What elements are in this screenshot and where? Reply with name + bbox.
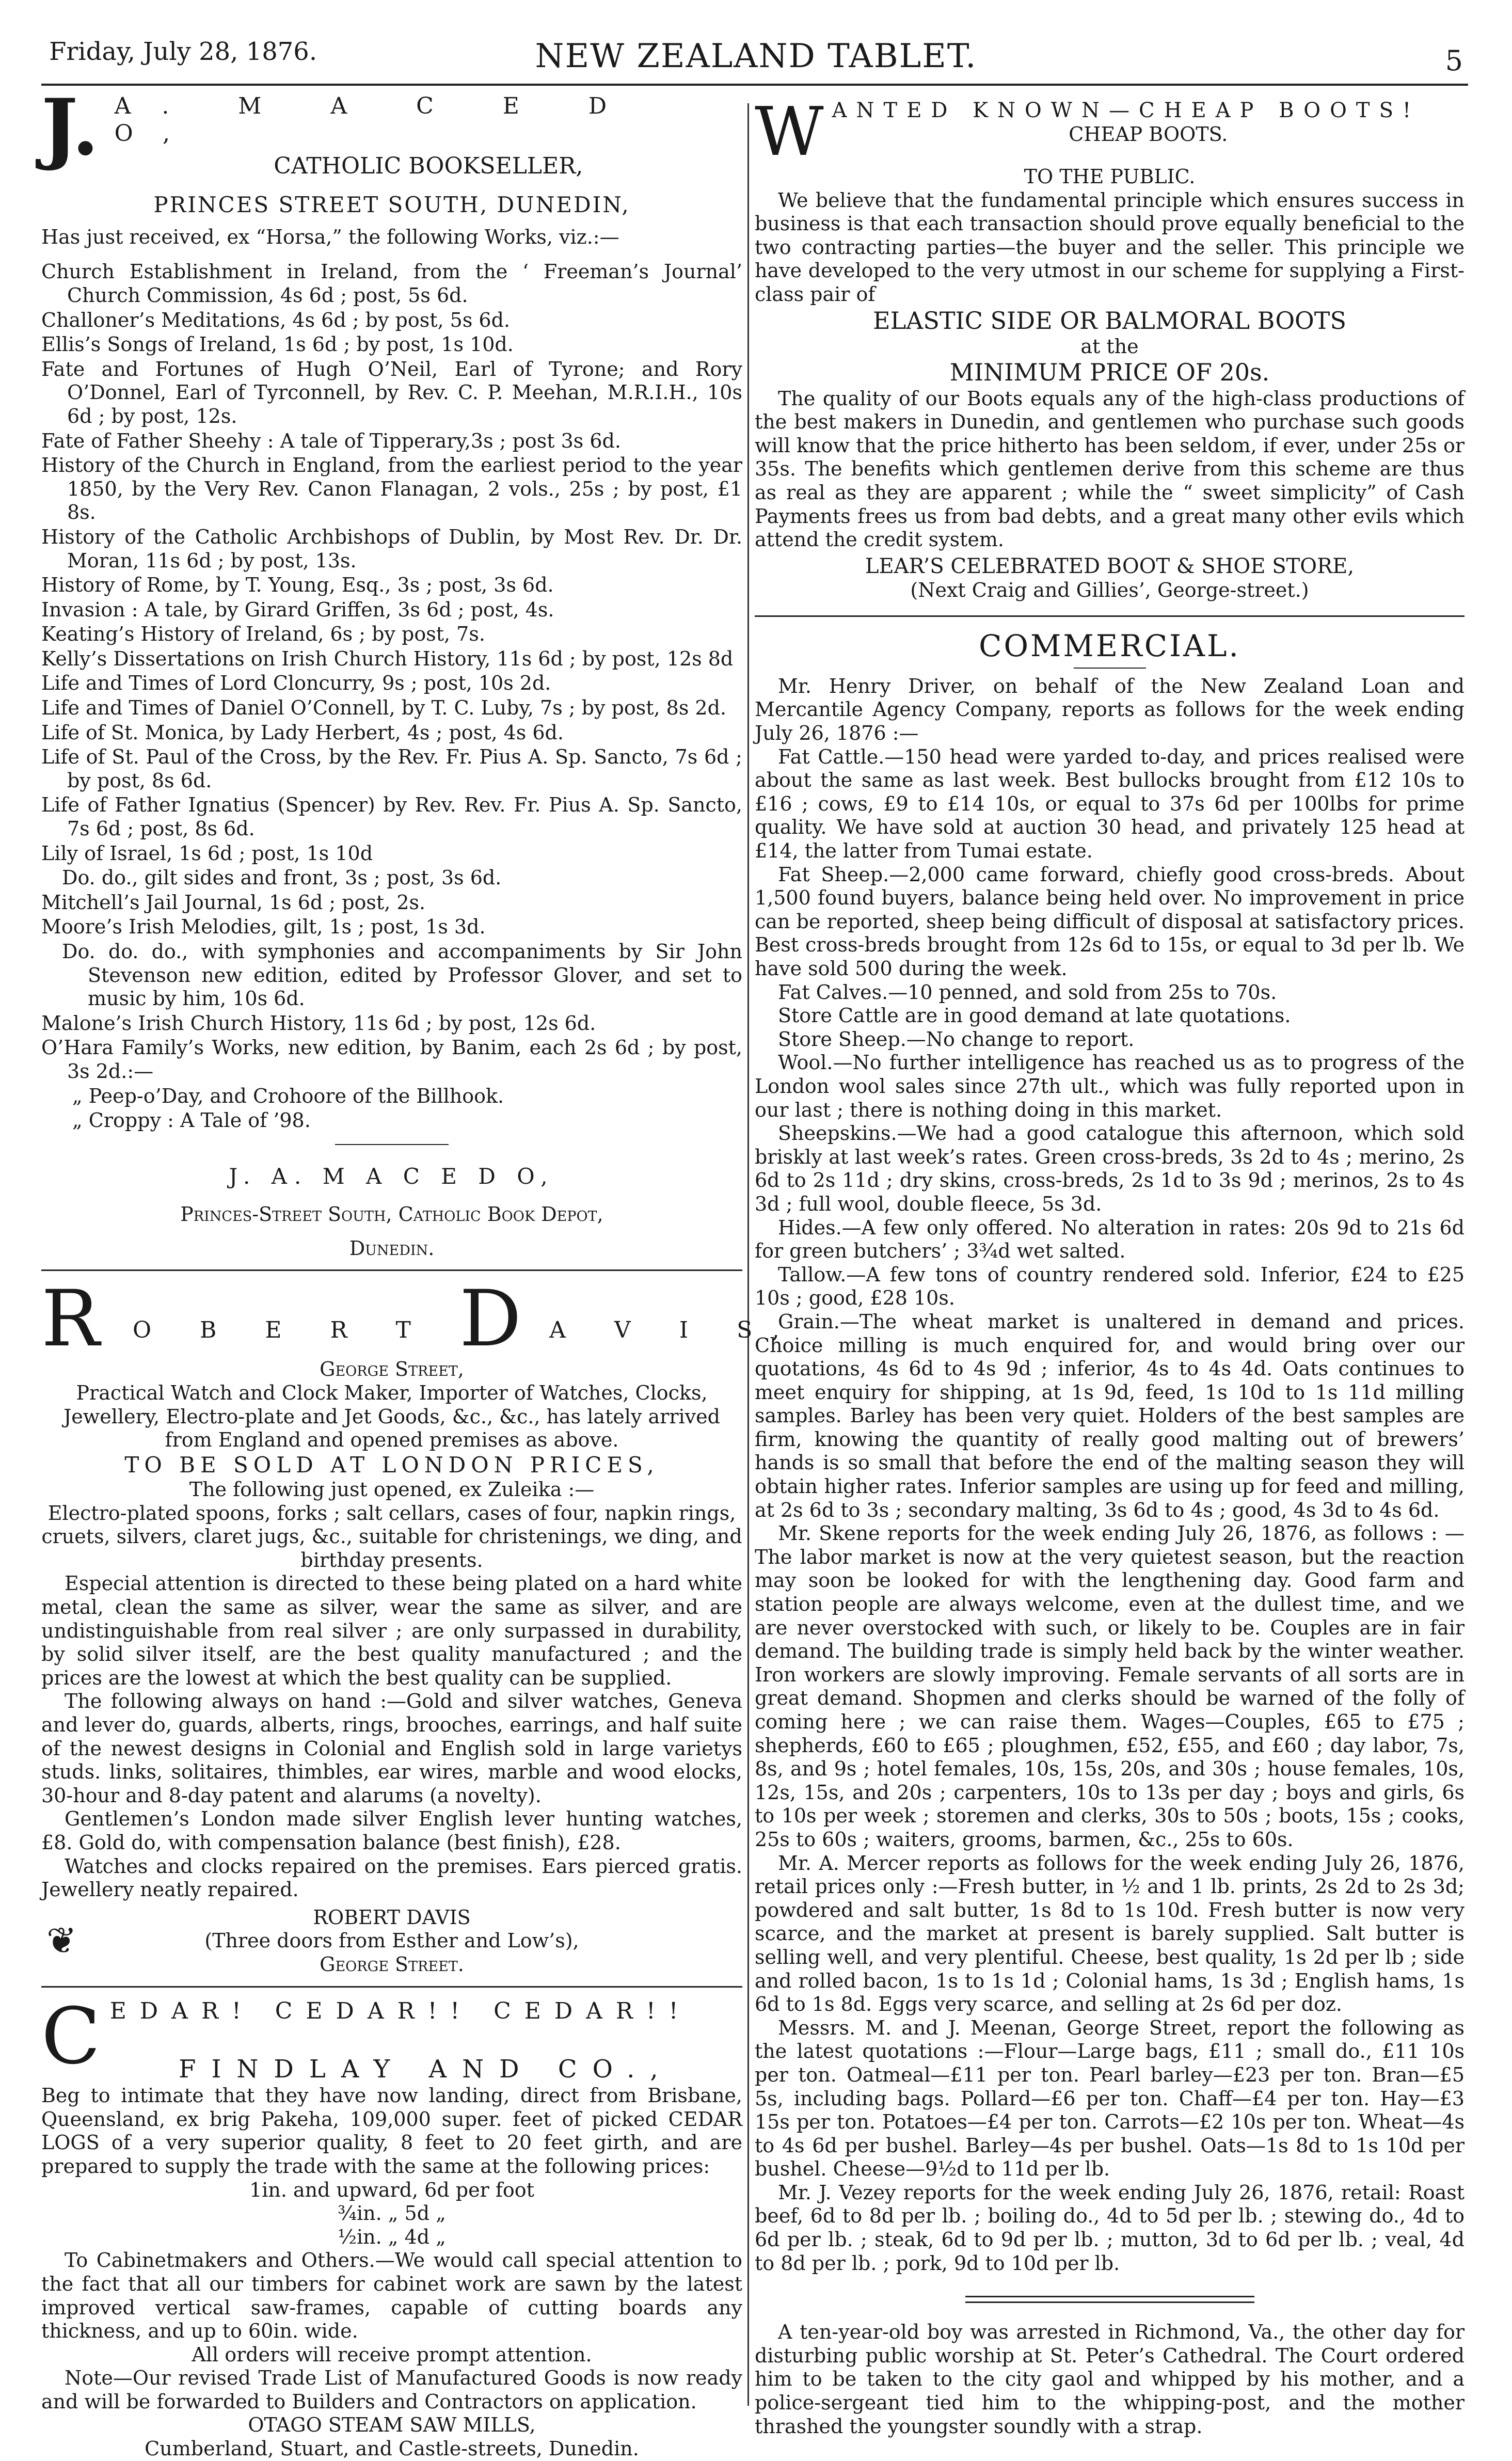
macedo-book-list	[41, 260, 742, 1132]
cedar-orders: All orders will receive prompt attention.	[192, 2343, 592, 2366]
book-entry: History of Rome, by T. Young, Esq., 3s ; post, 3s 6d.	[41, 574, 554, 597]
cedar-para: Beg to intimate that they have now landing, direct from Brisbane, Queensland, ex brig Pakeha, 109,000 super. feet of picked CEDAR LOGS of a very superior quality, 8 feet to 20 feet girth, and are prepared to supply the trade with the same at the following prices:	[41, 2084, 742, 2178]
davis-heading	[41, 1274, 800, 1364]
divider	[1074, 668, 1146, 669]
davis-para: The following always on hand :—Gold and silver watches, Geneva and lever do, guards, alberts, rings, brooches, earrings, and half suite of the newest designs in Colonial and English sold in large varietys studs. links, solitaires, thimbles, ear wires, marble and wood elocks, 30-hour and 8-day patent and alarums (a novelty).	[41, 1690, 742, 1807]
page-number: 5	[1445, 44, 1463, 77]
issue-date: Friday, July 28, 1876.	[49, 37, 317, 66]
commercial-para: Store Cattle are in good demand at late quotations.	[778, 1004, 1291, 1027]
book-entry: Do. do., gilt sides and front, 3s ; post, 3s 6d.	[62, 866, 502, 890]
book-entry: Ellis’s Songs of Ireland, 1s 6d ; by post, 1s 10d.	[41, 333, 514, 356]
book-entry: Life and Times of Lord Cloncurry, 9s ; post, 10s 2d.	[41, 672, 551, 695]
commercial-heading: COMMERCIAL.	[979, 628, 1240, 664]
davis-items: Electro-plated spoons, forks ; salt cellars, cases of four, napkin rings, cruets, silvers, claret jugs, &c., suitable for christenings, we ding, and birthday presents.	[41, 1501, 742, 1571]
masthead	[49, 37, 1463, 84]
davis-para: Especial attention is directed to these being plated on a hard white metal, clean the same as silver, wear the same as silver, and are undistinguishable from real silver ; are only surpassed in durability, by solid silver itself, are the best quality manufactured ; and the prices are the lowest at which the best quality can be supplied.	[41, 1572, 742, 1689]
cedar-address: Cumberland, Stuart, and Castle-streets, Dunedin.	[145, 2437, 639, 2460]
macedo-heading: A. M A C E D O,	[114, 93, 638, 147]
boots-heading: ANTED KNOWN—CHEAP BOOTS!	[832, 99, 1421, 122]
boots-at-the: at the	[1080, 335, 1139, 358]
book-entry: History of the Catholic Archbishops of Dublin, by Most Rev. Dr. Dr. Moran, 11s 6d ; by post, 13s.	[41, 525, 742, 572]
commercial-para: Tallow.—A few tons of country rendered sold. Inferior, £24 to £25 10s ; good, £28 10s.	[755, 1263, 1465, 1310]
book-entry: Mitchell’s Jail Journal, 1s 6d ; post, 2s.	[41, 891, 426, 914]
book-entry: Challoner’s Meditations, 4s 6d ; by post, 5s 6d.	[41, 308, 510, 331]
davis-street: George Street,	[320, 1358, 464, 1381]
right-column	[755, 93, 1465, 2438]
commercial-para: Store Sheep.—No change to report.	[778, 1027, 1135, 1051]
book-entry: Church Establishment in Ireland, from the ‘ Freeman’s Journal’ Church Commission, 4s 6d ; post, 5s 6d.	[41, 260, 742, 307]
boots-store: LEAR’S CELEBRATED BOOT & SHOE STORE,	[865, 554, 1355, 578]
boots-initial: W	[755, 92, 824, 171]
macedo-subtitle: CATHOLIC BOOKSELLER,	[274, 152, 583, 179]
macedo-depot: Princes-Street South, Catholic Book Depot,	[180, 1203, 603, 1226]
commercial-para: Grain.—The wheat market is unaltered in demand and prices. Choice milling is much enquired for, and would bring over our quotations, 4s 6d to 4s 9d ; inferior, 4s to 4s 4d. Oats continues to meet enquiry for shipping, at 1s 9d, feed, 1s 10d to 1s 11d milling samples. Barley has been very quiet. Holders of the best samples are firm, knowing the quantity of really good malting out of brewers’ hands is so small that before the end of the malting season they will obtain higher rates. Inferior samples are using up for feed and milling, at 2s 6d to 3s ; secondary malting, 3s 6d to 4s ; good, 4s 3d to 4s 6d.	[755, 1310, 1465, 1521]
divider	[335, 1144, 449, 1145]
divider	[755, 615, 1465, 617]
book-entry: „ Croppy : A Tale of ’98.	[72, 1109, 311, 1132]
cedar-advertisement	[41, 1991, 742, 2461]
book-entry: Life of Father Ignatius (Spencer) by Rev. Rev. Fr. Pius A. Sp. Sancto, 7s 6d ; post, 8s 6d.	[41, 793, 742, 840]
commercial-para: Hides.—A few only offered. No alteration in rates: 20s 9d to 21s 6d for green butchers’ ; 3¾d wet salted.	[755, 1216, 1465, 1263]
macedo-city: Dunedin.	[349, 1236, 435, 1260]
book-entry: „ Peep-o’Day, and Crohoore of the Billhook.	[72, 1084, 504, 1107]
commercial-para: Mr. Henry Driver, on behalf of the New Zealand Loan and Mercantile Agency Company, reports as follows for the week ending July 26, 1876 :—	[755, 674, 1465, 745]
davis-advertisement	[41, 1274, 800, 1976]
left-column	[41, 82, 800, 2461]
boots-sub: CHEAP BOOTS.	[1069, 123, 1228, 146]
book-entry: Life of St. Paul of the Cross, by the Rev. Fr. Pius A. Sp. Sancto, 7s 6d ; by post, 8s 6d.	[41, 745, 742, 792]
davis-para: Gentlemen’s London made silver English lever hunting watches, £8. Gold do, with compensation balance (best finish), £28.	[41, 1807, 742, 1854]
commercial-para: Fat Sheep.—2,000 came forward, chiefly good cross-breds. About 1,500 found buyers, balance being held over. No improvement in price can be reported, sheep being difficult of disposal at satisfactory prices. Best cross-breds brought from 12s 6d to 15s, or equal to 3d per lb. We have sold 500 during the week.	[755, 863, 1465, 980]
davis-heading-part1: O B E R T	[132, 1317, 432, 1344]
boots-price: MINIMUM PRICE OF 20s.	[949, 358, 1270, 387]
davis-initial-2: D	[459, 1274, 522, 1364]
davis-initial: R	[41, 1274, 120, 1364]
book-entry: Do. do. do., with symphonies and accompaniments by Sir John Stevenson new edition, edited by Professor Glover, and set to music by him, 10s 6d.	[62, 940, 742, 1010]
masthead-rule	[41, 84, 1468, 86]
cedar-para: To Cabinetmakers and Others.—We would call special attention to the fact that all our timbers for cabinet work are sawn by the latest improved vertical saw-frames, capable of cutting boards any thickness, and up to 60in. wide.	[41, 2249, 742, 2343]
cedar-initial: C	[41, 1991, 101, 2082]
davis-street-sig: George Street.	[320, 1952, 464, 1976]
newspaper-title: NEW ZEALAND TABLET.	[535, 37, 977, 75]
boots-para: The quality of our Boots equals any of the high-class productions of the best makers in Dunedin, and gentlemen who purchase such goods will know that the price hitherto has been seldom, if ever, under 25s or 35s. The benefits which gentlemen derive from this scheme are thus as real as they are apparent ; while the “ sweet simplicity” of Cash Payments frees us from bad debts, and a great many other evils which attend the credit system.	[755, 387, 1465, 551]
book-entry: Keating’s History of Ireland, 6s ; by post, 7s.	[41, 623, 485, 646]
macedo-initial: J.	[41, 82, 99, 173]
boots-para: We believe that the fundamental principle which ensures success in business is that each transaction should prove equally beneficial to the two contracting parties—the buyer and the seller. This principle we have developed to the very utmost in our scheme for supplying a First-class pair of	[755, 188, 1465, 306]
double-rule	[965, 2296, 1254, 2303]
book-entry: Fate and Fortunes of Hugh O’Neil, Earl of Tyrone; and Rory O’Donnel, Earl of Tyrconnell, by Rev. C. P. Meehan, M.R.I.H., 10s 6d ; by post, 12s.	[41, 357, 742, 427]
boots-advertisement	[755, 92, 1465, 602]
cedar-mills: OTAGO STEAM SAW MILLS,	[248, 2414, 536, 2437]
cedar-price: 1in. and upward, 6d per foot	[249, 2178, 534, 2201]
macedo-signature: J. A. M A C E D O,	[229, 1163, 555, 1189]
davis-heading-part2: A V I S,	[549, 1317, 800, 1344]
macedo-intro: Has just received, ex “Horsa,” the following Works, viz.:—	[41, 225, 619, 248]
cedar-firm: FINDLAY AND CO.,	[179, 2054, 674, 2084]
column-rule	[747, 103, 749, 2406]
cedar-price: ½in. „ 4d „	[338, 2225, 446, 2248]
book-entry: Life of St. Monica, by Lady Herbert, 4s ; post, 4s 6d.	[41, 721, 564, 744]
cedar-price: ¾in. „ 5d „	[338, 2202, 446, 2225]
book-entry: Life and Times of Daniel O’Connell, by T. C. Luby, 7s ; by post, 8s 2d.	[41, 696, 726, 720]
macedo-advertisement	[41, 82, 742, 1260]
commercial-para: Fat Calves.—10 penned, and sold from 25s to 70s.	[778, 980, 1277, 1004]
commercial-para: Wool.—No further intelligence has reached us as to progress of the London wool sales since 27th ult., which was fully reported upon in our last ; there is nothing doing in this market.	[755, 1051, 1465, 1121]
commercial-para: Fat Cattle.—150 head were yarded to-day, and prices realised were about the same as last week. Best bullocks brought from £12 10s to £16 ; cows, £9 to £14 10s, or equal to 37s 6d per 100lbs for prime quality. We have sold at auction 30 head, and privately 125 head at £14, the latter from Tumai estate.	[755, 745, 1465, 863]
divider	[41, 1986, 742, 1988]
boots-offer: ELASTIC SIDE OR BALMORAL BOOTS	[873, 306, 1346, 335]
book-entry: O’Hara Family’s Works, new edition, by Banim, each 2s 6d ; by post, 3s 2d.:—	[41, 1036, 742, 1083]
book-entry: Kelly’s Dissertations on Irish Church History, 11s 6d ; by post, 12s 8d	[41, 647, 734, 670]
boots-store-address: (Next Craig and Gillies’, George-street.)	[910, 578, 1309, 601]
commercial-para: Mr. J. Vezey reports for the week ending July 26, 1876, retail: Roast beef, 6d to 8d per lb. ; boiling do., 4d to 5d per lb. ; stewing do., 4d to 6d per lb. ; steak, 6d to 9d per lb. ; mutton, 3d to 6d per lb. ; veal, 4d to 8d per lb. ; pork, 9d to 10d per lb.	[755, 2181, 1465, 2275]
davis-prices-heading: TO BE SOLD AT LONDON PRICES,	[124, 1452, 659, 1478]
commercial-section	[755, 628, 1465, 2275]
commercial-para: Mr. Skene reports for the week ending July 26, 1876, as follows : —The labor market is now at the very quietest season, but the reaction may soon be looked for with the lengthening day. Good farm and station people are always welcome, even at the dullest time, and we are never overstocked with such, or likely to be. Couples are in fair demand. The building trade is simply held back by the winter weather. Iron workers are slowly improving. Female servants of all sorts are in great demand. Shopmen and clerks should be warned of the folly of coming here ; we can raise them. Wages—Couples, £65 to £75 ; shepherds, £60 to £65 ; ploughmen, £52, £55, and £60 ; day labor, 7s, 8s, and 9s ; hotel females, 10s, 15s, 20s, and 30s ; house females, 10s, 12s, 15s, and 20s ; carpenters, 10s to 13s per day ; boys and girls, 6s to 10s per week ; storemen and clerks, 30s to 50s ; boots, 15s ; cooks, 25s to 60s ; waiters, grooms, barmen, &c., 25s to 60s.	[755, 1522, 1465, 1851]
divider	[41, 1269, 742, 1271]
news-item: A ten-year-old boy was arrested in Richmond, Va., the other day for disturbing public worship at St. Peter’s Cathedral. The Court ordered him to be taken to the city gaol and whipped by his mother, and a police-sergeant tied him to the whipping-post, and the mother thrashed the youngster soundly with a strap.	[755, 2321, 1465, 2438]
book-entry: Lily of Israel, 1s 6d ; post, 1s 10d	[41, 841, 373, 865]
commercial-para: Mr. A. Mercer reports as follows for the week ending July 26, 1876, retail prices only :—Fresh butter, in ½ and 1 lb. prints, 2s 2d to 2s 3d; powdered and salt butter, 1s 8d to 1s 10d. Fresh butter is now very scarce, and the market at present is barely supplied. Salt butter is selling well, and very plentiful. Cheese, best quality, 1s 2d per lb ; side and rolled bacon, 1s to 1s 1d ; Colonial hams, 1s 3d ; English hams, 1s 6d to 1s 8d. Eggs very scarce, and selling at 2s 6d per doz.	[755, 1851, 1465, 2016]
quill-icon: ❦	[46, 1919, 77, 1962]
boots-sub: TO THE PUBLIC.	[1024, 165, 1196, 188]
commercial-para: Sheepskins.—We had a good catalogue this afternoon, which sold briskly at last week’s rates. Green cross-breds, 3s 2d to 4s ; merino, 2s 6d to 2s 11d ; dry skins, cross-breds, 2s 1d to 3s 9d ; merinos, 2s to 4s 3d ; full wool, double fleece, 5s 3d.	[755, 1122, 1465, 1215]
book-entry: History of the Church in England, from the earliest period to the year 1850, by the Very Rev. Canon Flanagan, 2 vols., 25s ; by post, £1 8s.	[41, 454, 742, 524]
book-entry: Malone’s Irish Church History, 11s 6d ; by post, 12s 6d.	[41, 1011, 596, 1035]
davis-para: Watches and clocks repaired on the premises. Ears pierced gratis. Jewellery neatly repaired.	[41, 1854, 742, 1901]
cedar-note: Note—Our revised Trade List of Manufactured Goods is now ready and will be forwarded to Builders and Contractors on application.	[41, 2367, 742, 2413]
commercial-para: Messrs. M. and J. Meenan, George Street, report the following as the latest quotations :—Flour—Large bags, £11 ; small do., £11 10s per ton. Oatmeal—£11 per ton. Pearl barley—£23 per ton. Bran—£5 5s, including bags. Pollard—£6 per ton. Chaff—£4 per ton. Hay—£3 15s per ton. Potatoes—£4 per ton. Carrots—£2 10s per ton. Wheat—4s to 4s 6d per bushel. Barley—4s per bushel. Oats—1s 8d to 1s 10d per bushel. Cheese—9½d to 11d per lb.	[755, 2016, 1465, 2181]
davis-signature: ROBERT DAVIS	[313, 1906, 471, 1929]
book-entry: Invasion : A tale, by Girard Griffen, 3s 6d ; post, 4s.	[41, 598, 554, 621]
cedar-heading: EDAR! CEDAR!! CEDAR!!	[109, 1997, 692, 2024]
book-entry: Fate of Father Sheehy : A tale of Tipperary,3s ; post 3s 6d.	[41, 429, 621, 452]
davis-intro: Practical Watch and Clock Maker, Importer of Watches, Clocks, Jewellery, Electro-plate and Jet Goods, &c., &c., has lately arrived from England and opened premises as above.	[63, 1381, 720, 1452]
macedo-address: PRINCES STREET SOUTH, DUNEDIN,	[153, 192, 630, 218]
davis-opened: The following just opened, ex Zuleika :—	[189, 1478, 595, 1501]
book-entry: Moore’s Irish Melodies, gilt, 1s ; post, 1s 3d.	[41, 915, 486, 939]
davis-address: (Three doors from Esther and Low’s),	[204, 1929, 579, 1952]
